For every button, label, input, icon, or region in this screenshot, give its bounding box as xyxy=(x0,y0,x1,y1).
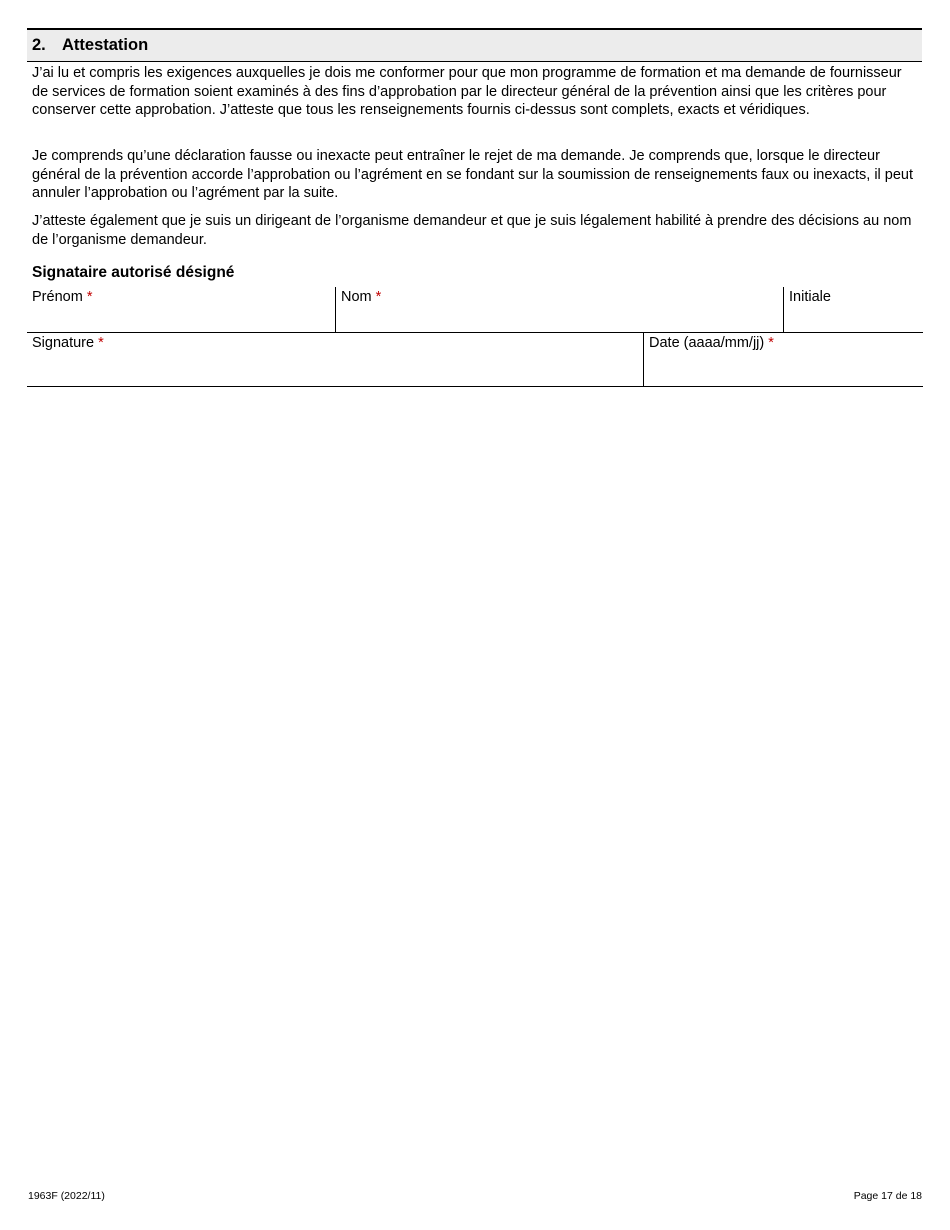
attestation-paragraph-3: J’atteste également que je suis un dirigeant de l’organisme demandeur et que je suis légalement habilité à prendre des décisions au nom de l’organisme demandeur. xyxy=(32,213,912,248)
required-marker: * xyxy=(86,289,93,305)
initial-cell xyxy=(783,287,923,332)
section-number: 2. xyxy=(32,36,46,54)
last-name-label: Nom xyxy=(341,289,372,305)
attestation-paragraph-2: Je comprends qu’une déclaration fausse ou inexacte peut entraîner le rejet de ma demande. Je comprends que, lorsque le directeur général de la prévention accorde l’approbation ou l’agrément en se fondant sur la soumission de renseignements faux ou inexacts, il peut annuler l’approbation ou l’agrément par la suite. xyxy=(32,148,914,202)
first-name-input[interactable] xyxy=(31,311,331,329)
signatory-heading: Signataire autorisé désigné xyxy=(32,264,235,281)
attestation-paragraph-1: J’ai lu et compris les exigences auxquelles je dois me conformer pour que mon programme de formation et ma demande de fournisseur de services de formation soient examinés à des fins d’approbation par le directeur général de la prévention ainsi que les critères pour conserver cette approbation. J’atteste que tous les renseignements fournis ci-dessus sont complets, exacts et véridiques. xyxy=(32,65,902,119)
date-input[interactable] xyxy=(648,365,919,383)
name-row xyxy=(27,287,923,333)
date-cell xyxy=(643,333,923,386)
page-number: Page 17 de 18 xyxy=(853,1190,922,1202)
first-name-cell xyxy=(27,287,335,332)
date-label: Date (aaaa/mm/jj) xyxy=(649,335,765,351)
form-code: 1963F (2022/11) xyxy=(28,1190,105,1202)
signature-input[interactable] xyxy=(31,365,639,383)
required-marker: * xyxy=(98,335,104,351)
section-title: Attestation xyxy=(62,36,149,54)
section-header xyxy=(27,28,922,62)
required-marker: * xyxy=(768,335,774,351)
required-marker: * xyxy=(375,289,382,305)
first-name-label: Prénom xyxy=(32,289,83,305)
signature-cell xyxy=(27,333,643,386)
initial-input[interactable] xyxy=(788,311,919,329)
initial-label: Initiale xyxy=(789,289,831,305)
last-name-input[interactable] xyxy=(340,311,779,329)
signature-row xyxy=(27,333,923,387)
signature-label: Signature xyxy=(32,335,95,351)
last-name-cell xyxy=(335,287,783,332)
